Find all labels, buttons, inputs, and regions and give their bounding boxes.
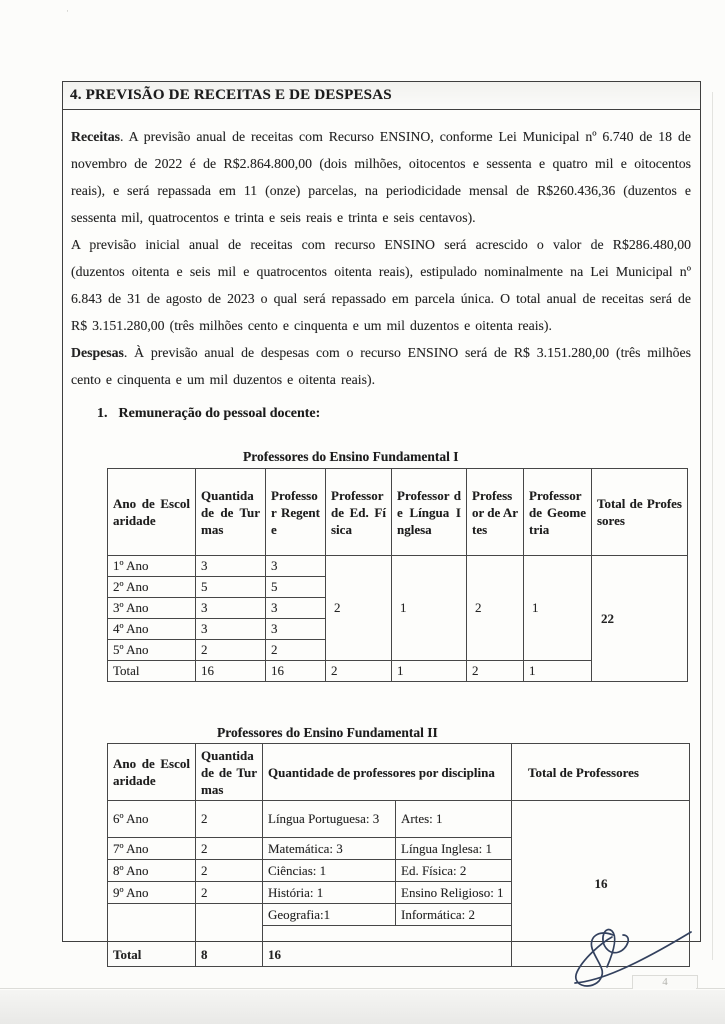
t1-col-lingua-inglesa: Professor de Língua Inglesa	[392, 469, 467, 556]
t2-disc1: Ciências: 1	[263, 860, 396, 882]
scan-bottom-edge	[0, 990, 725, 1024]
acrescimo-text: A previsão inicial anual de receitas com recurso ENSINO será acrescido o valor de R$286.480,00 (duzentos oitenta e seis mil e quatrocentos oitenta reais), estipulado nominalmente na Lei Municipal nº 6.843 de 31 de agosto de 2023 o qual será repassado em parcela única. O total anual de receitas será de R$ 3.151.280,00 (três milhões cento e cinquenta e um mil duzentos e oitenta reais).	[71, 237, 691, 333]
t1-turmas: 3	[196, 598, 266, 619]
footer-scan-line-right	[696, 988, 725, 989]
t1-merged-geometria: 1	[524, 556, 592, 661]
t1-merged-artes: 2	[467, 556, 524, 661]
t1-regente: 3	[266, 598, 326, 619]
t2-disc2: Artes: 1	[396, 801, 512, 838]
t2-turmas: 2	[196, 801, 263, 838]
t1-col-ed-fisica: Professor de Ed. Física	[326, 469, 392, 556]
t2-disc1: História: 1	[263, 882, 396, 904]
list-heading-remuneracao	[97, 405, 691, 423]
t2-col-disciplinas: Quantidade de professores por disciplina	[263, 744, 512, 801]
t1-total-lingua-inglesa: 1	[392, 661, 467, 682]
t2-ano: 9º Ano	[108, 882, 196, 904]
t1-regente: 3	[266, 619, 326, 640]
t1-regente: 3	[266, 556, 326, 577]
paragraph-receitas	[71, 123, 691, 231]
footer-scan-line-left	[0, 988, 632, 989]
paragraph-acrescimo	[71, 231, 691, 339]
document-frame	[62, 81, 701, 962]
t2-disc1: Geografia:1	[263, 904, 396, 926]
receitas-text: . A previsão anual de receitas com Recurso ENSINO, conforme Lei Municipal nº 6.740 de 18 de novembro de 2022 é de R$2.864.800,00 (dois milhões, oitocentos e sessenta e quatro mil e oitocentos reais), e será repassada em 11 (onze) parcelas, na periodicidade mensal de R$260.436,36 (duzentos e sessenta mil, quatrocentos e trinta e seis reais e trinta e seis centavos).	[71, 129, 691, 225]
section-title: 4. PREVISÃO DE RECEITAS E DE DESPESAS	[63, 82, 700, 110]
table-row	[108, 556, 688, 577]
t1-total-regente: 16	[266, 661, 326, 682]
table2-header-row	[108, 744, 690, 801]
despesas-lead: Despesas	[71, 345, 124, 360]
t1-ano: 5º Ano	[108, 640, 196, 661]
t1-merged-total-professores: 22	[592, 556, 688, 682]
despesas-text: . À previsão anual de despesas com o recurso ENSINO será de R$ 3.151.280,00 (três milhões cento e cinquenta e um mil duzentos e oitenta reais).	[71, 345, 691, 387]
document-body	[63, 123, 700, 967]
scan-corner-mark: ·	[66, 6, 71, 16]
t1-col-artes: Professor de Artes	[467, 469, 524, 556]
t1-col-turmas: Quantidade de Turmas	[196, 469, 266, 556]
table2-title: Professores do Ensino Fundamental II	[217, 725, 438, 740]
t1-total-geometria: 1	[524, 661, 592, 682]
t2-disc2: Língua Inglesa: 1	[396, 838, 512, 860]
t2-disc1: Matemática: 3	[263, 838, 396, 860]
t2-disc2: Informática: 2	[396, 904, 512, 926]
table-ensino-fundamental-1	[107, 468, 688, 682]
t1-ano: 4º Ano	[108, 619, 196, 640]
t1-turmas: 5	[196, 577, 266, 598]
paragraph-despesas	[71, 339, 691, 393]
t2-ano: 6º Ano	[108, 801, 196, 838]
list-heading-label: Remuneração do pessoal docente:	[118, 406, 321, 421]
t2-merged-total-professores: 16	[512, 801, 690, 967]
table1-header-row	[108, 469, 688, 556]
t2-turmas: 2	[196, 882, 263, 904]
t1-col-regente: Professor Regente	[266, 469, 326, 556]
t1-regente: 2	[266, 640, 326, 661]
t1-merged-lingua-inglesa: 1	[392, 556, 467, 661]
page-number: 4	[632, 975, 698, 989]
t1-total-label: Total	[108, 661, 196, 682]
t2-col-ano: Ano de Escolaridade	[108, 744, 196, 801]
t2-col-total: Total de Professores	[512, 744, 690, 801]
t2-turmas: 2	[196, 838, 263, 860]
t2-disc2: Ed. Física: 2	[396, 860, 512, 882]
t1-ano: 3º Ano	[108, 598, 196, 619]
t1-turmas: 3	[196, 619, 266, 640]
t2-disc1: Língua Portuguesa: 3	[263, 801, 396, 838]
t1-total-turmas: 16	[196, 661, 266, 682]
list-heading-number: 1.	[97, 406, 108, 421]
t2-total-turmas: 8	[196, 904, 263, 967]
t2-ano: 8º Ano	[108, 860, 196, 882]
t2-total-disciplinas: 16	[263, 926, 512, 967]
table-row	[108, 801, 690, 838]
t2-col-turmas: Quantidade de Turmas	[196, 744, 263, 801]
t1-col-geometria: Professor de Geometria	[524, 469, 592, 556]
t2-disc2: Ensino Religioso: 1	[396, 882, 512, 904]
t1-col-total: Total de Professores	[592, 469, 688, 556]
t1-ano: 1º Ano	[108, 556, 196, 577]
t2-ano: 7º Ano	[108, 838, 196, 860]
t1-turmas: 2	[196, 640, 266, 661]
t1-total-ed-fisica: 2	[326, 661, 392, 682]
t1-col-ano: Ano de Escolaridade	[108, 469, 196, 556]
t2-turmas: 2	[196, 860, 263, 882]
t1-total-artes: 2	[467, 661, 524, 682]
t2-total-label: Total	[108, 904, 196, 967]
table1-title: Professores do Ensino Fundamental I	[243, 449, 459, 464]
t1-regente: 5	[266, 577, 326, 598]
t1-ano: 2º Ano	[108, 577, 196, 598]
t1-turmas: 3	[196, 556, 266, 577]
t1-merged-ed-fisica: 2	[326, 556, 392, 661]
receitas-lead: Receitas	[71, 129, 121, 144]
scan-edge-artifact	[712, 92, 713, 960]
